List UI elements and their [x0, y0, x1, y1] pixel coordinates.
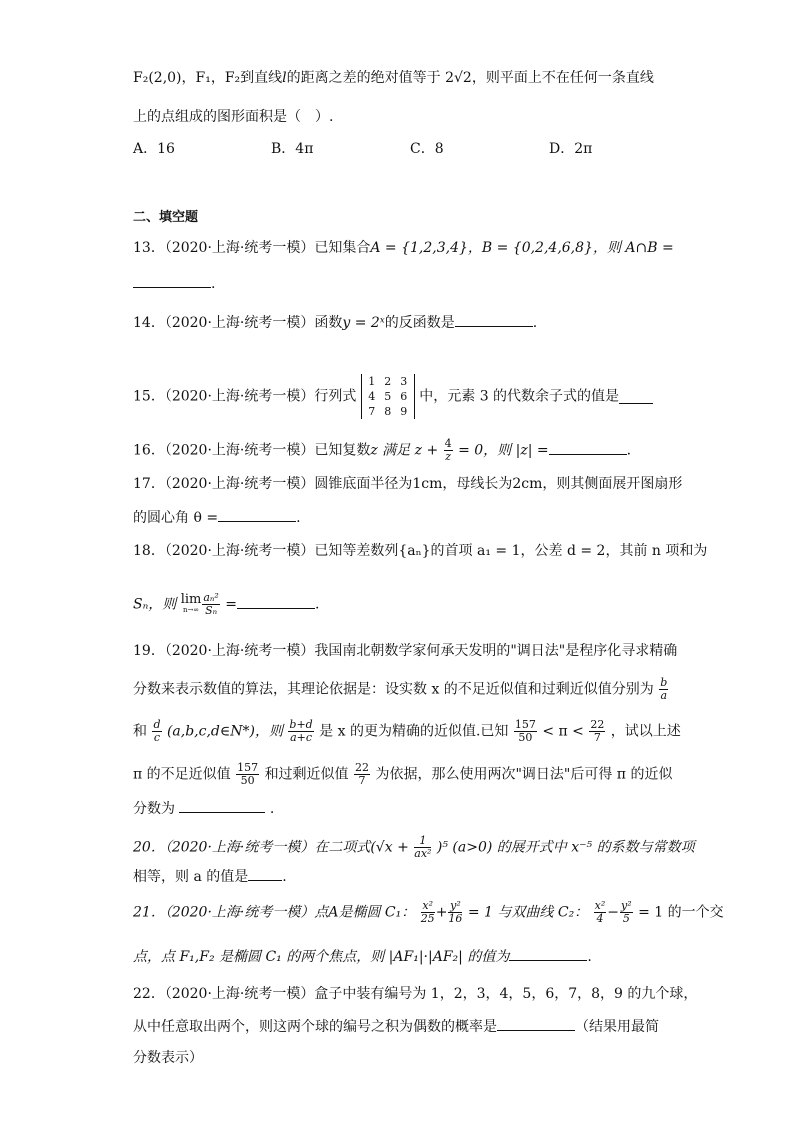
fraction-numerator: y² — [621, 899, 632, 912]
limit-label: lim — [180, 592, 202, 607]
q15-answer-blank[interactable] — [619, 389, 653, 404]
det-row — [364, 404, 412, 419]
det-cell: 5 — [384, 390, 392, 403]
fraction-denominator: 25 — [420, 912, 435, 925]
q14-expr: y = 2ˣ — [342, 315, 385, 331]
fraction-numerator: x² — [594, 899, 606, 912]
q17-answer-blank[interactable] — [218, 507, 296, 522]
q19-text-f: π 的不足近似值 — [133, 766, 231, 783]
q20-line2 — [133, 866, 287, 887]
fraction-denominator: 4 — [596, 912, 604, 925]
q12-line2: 上的点组成的图形面积是（ ）. — [133, 109, 334, 125]
det-row — [364, 374, 412, 389]
q19-fraction-157-50-b — [236, 762, 259, 787]
det-cell: 8 — [384, 405, 392, 418]
q19-text-i: 分数为 — [133, 801, 175, 817]
q16-end: . — [626, 442, 632, 459]
fraction-numerator: x² — [422, 899, 433, 912]
q20-text-a: 20．（2020·上海·统考一模）在二项式(√x + — [133, 839, 409, 856]
q19-line3 — [133, 719, 681, 744]
q18-end: . — [315, 596, 320, 613]
q20-text-c: 相等，则 a 的值是 — [133, 869, 249, 885]
q13-line2 — [133, 273, 215, 294]
det-cell: 9 — [400, 405, 408, 418]
q19-text: 分数来表示数值的算法，其理论依据是：设实数 x 的不足近似值和过剩近似值分别为 — [133, 681, 654, 698]
fraction-denominator: 5 — [622, 912, 630, 925]
q19-text-h: 为依据，那么使用两次"调日法"后可得 π 的近似 — [375, 766, 673, 783]
q18-limit — [181, 594, 202, 615]
q18-line2 — [133, 592, 319, 617]
q22-answer-blank[interactable] — [497, 1016, 575, 1031]
fraction-denominator: z — [445, 450, 452, 463]
q19-end: . — [269, 801, 275, 817]
fraction-numerator: b+d — [289, 718, 313, 731]
det-cell: 7 — [368, 405, 376, 418]
fraction-denominator: 50 — [518, 731, 533, 744]
fraction-denominator: 7 — [593, 731, 601, 744]
q18-text-b: = — [225, 596, 237, 613]
q14-suffix: 的反函数是 — [384, 315, 455, 331]
q13-line1 — [133, 238, 674, 258]
q22-line3: 分数表示） — [133, 1050, 203, 1066]
q19-answer-blank[interactable] — [179, 798, 265, 813]
q14-line — [133, 312, 537, 333]
q14-end: . — [532, 315, 538, 331]
q19-line1: 19．（2020·上海·统考一模）我国南北朝数学家何承天发明的"调日法"是程序化寻求精确 — [133, 643, 678, 659]
q19-line4 — [133, 762, 672, 787]
q21-text-b: = 1 与双曲线 C₂： — [467, 904, 589, 921]
q19-text-g: 和过剩近似值 — [264, 766, 349, 783]
q17-line2 — [133, 507, 301, 528]
q16-answer-blank[interactable] — [549, 440, 627, 455]
q19-fraction-22-7-b — [354, 762, 370, 787]
fraction-denominator: 16 — [448, 912, 463, 925]
q19-text-d: < π < — [542, 723, 584, 740]
q21-text-a: 21．（2020·上海·统考一模）点A是椭圆 C₁： — [133, 904, 416, 921]
q17-line1: 17．（2020·上海·统考一模）圆锥底面半径为1cm，母线长为2cm，则其侧面展开图扇形 — [133, 476, 683, 492]
fraction-numerator: b — [660, 676, 668, 689]
q21-answer-blank[interactable] — [509, 946, 587, 961]
q18-text-a: Sₙ，则 — [133, 596, 177, 613]
fraction-numerator: d — [153, 718, 161, 731]
q19-fraction-157-50 — [514, 719, 537, 744]
q16-expr-b: = 0，则 |z| = — [458, 442, 549, 459]
q12-option-c: C．8 — [410, 141, 444, 157]
q15-line — [133, 374, 653, 419]
section-heading: 二、填空题 — [133, 210, 199, 225]
q12-option-d: D．2π — [549, 141, 593, 157]
fraction-denominator: a+c — [290, 731, 313, 744]
q20-line1 — [133, 835, 695, 860]
q12-option-a: A．16 — [133, 141, 175, 157]
det-cell: 1 — [368, 375, 376, 388]
q15-suffix: 中，元素 3 的代数余子式的值是 — [419, 388, 620, 405]
q21-fraction-y2-5 — [620, 900, 633, 925]
fraction-numerator: y² — [450, 899, 461, 912]
q15-determinant — [361, 374, 415, 419]
q12-var-l: l — [282, 70, 287, 86]
fraction-denominator: 7 — [358, 774, 366, 787]
q16-prefix: 16．（2020·上海·统考一模）已知复数 — [133, 442, 371, 459]
det-row — [364, 389, 412, 404]
q19-line2 — [133, 677, 669, 702]
fraction-denominator: c — [153, 731, 161, 744]
det-cell: 4 — [368, 390, 376, 403]
q14-prefix: 14．（2020·上海·统考一模）函数 — [133, 315, 343, 331]
q21-line1 — [133, 900, 724, 925]
q18-answer-blank[interactable] — [237, 594, 315, 609]
q22-text-a: 从中任意取出两个，则这两个球的编号之积为偶数的概率是 — [133, 1019, 497, 1035]
q12-option-b: B．4π — [271, 141, 314, 157]
q22-line2 — [133, 1016, 659, 1037]
q20-end: . — [282, 869, 287, 885]
q18-line1: 18．（2020·上海·统考一模）已知等差数列{aₙ}的首项 a₁ = 1，公差 d = 2，其前 n 项和为 — [133, 543, 708, 559]
q19-fraction-22-7 — [589, 719, 605, 744]
q12-text-a: F₂(2,0)，F₁，F₂到直线 — [133, 70, 283, 86]
q21-minus: − — [607, 904, 619, 921]
fraction-denominator: Sₙ — [205, 604, 218, 617]
fraction-numerator: aₙ² — [203, 591, 219, 604]
q21-text-c: = 1 的一个交 — [638, 904, 724, 921]
q19-fraction-b-a — [659, 677, 668, 702]
fraction-numerator: 157 — [237, 761, 259, 774]
q12-text-b: 的距离之差的绝对值等于 2√2，则平面上不在任何一条直线 — [286, 70, 654, 86]
limit-subscript: n→∞ — [182, 606, 200, 614]
fraction-numerator: 22 — [355, 761, 370, 774]
q20-text-b: )⁵ (a>0) 的展开式中 x⁻⁵ 的系数与常数项 — [436, 839, 695, 856]
q21-text-d: 点，点 F₁,F₂ 是椭圆 C₁ 的两个焦点，则 |AF₁|·|AF₂| 的值为 — [133, 949, 510, 965]
q16-fraction — [444, 438, 453, 463]
q14-answer-blank[interactable] — [455, 312, 533, 327]
det-cell: 3 — [400, 375, 408, 388]
det-cell: 2 — [384, 375, 392, 388]
q13-prefix: 13．（2020·上海·统考一模）已知集合 — [133, 240, 371, 256]
q21-line2 — [133, 946, 592, 967]
q18-fraction — [202, 592, 219, 617]
q12-line1 — [133, 68, 654, 88]
q22-text-b: （结果用最简 — [575, 1019, 659, 1035]
q19-line5 — [133, 798, 274, 819]
q16-expr-a: z 满足 z + — [370, 442, 439, 459]
q21-fraction-x2-25 — [421, 900, 435, 925]
q13-expr: A = {1,2,3,4}，B = {0,2,4,6,8}，则 A∩B = — [370, 240, 674, 256]
det-cell: 6 — [400, 390, 408, 403]
q21-fraction-y2-16 — [448, 900, 462, 925]
q22-line1: 22．（2020·上海·统考一模）盒子中装有编号为 1，2，3，4，5，6，7，8，9 的九个球， — [133, 986, 698, 1002]
fraction-numerator: 4 — [444, 437, 452, 450]
q21-plus: + — [435, 904, 448, 921]
q21-end: . — [587, 949, 592, 965]
q16-line — [133, 438, 631, 463]
q19-text-e: ，试以上述 — [610, 723, 681, 740]
q21-fraction-x2-4 — [594, 900, 607, 925]
fraction-denominator: ax² — [414, 847, 432, 860]
q13-answer-blank[interactable] — [133, 273, 211, 288]
q19-text-a: 和 — [133, 723, 147, 740]
q19-fraction-d-c — [152, 719, 161, 744]
fraction-denominator: a — [660, 689, 668, 702]
q20-answer-blank[interactable] — [248, 866, 282, 881]
fraction-numerator: 22 — [590, 718, 605, 731]
q13-end: . — [211, 276, 216, 292]
fraction-denominator: 50 — [240, 774, 255, 787]
q19-text-b: (a,b,c,d∈N*)，则 — [166, 723, 283, 740]
q17-end: . — [296, 510, 301, 526]
q15-prefix: 15．（2020·上海·统考一模）行列式 — [133, 388, 357, 405]
q19-text-c: 是 x 的更为精确的近似值.已知 — [319, 723, 509, 740]
fraction-numerator: 157 — [514, 718, 536, 731]
q17-text: 的圆心角 θ = — [133, 510, 219, 526]
q20-fraction — [414, 835, 431, 860]
q19-fraction-mediant — [288, 719, 313, 744]
fraction-numerator: 1 — [414, 835, 431, 848]
